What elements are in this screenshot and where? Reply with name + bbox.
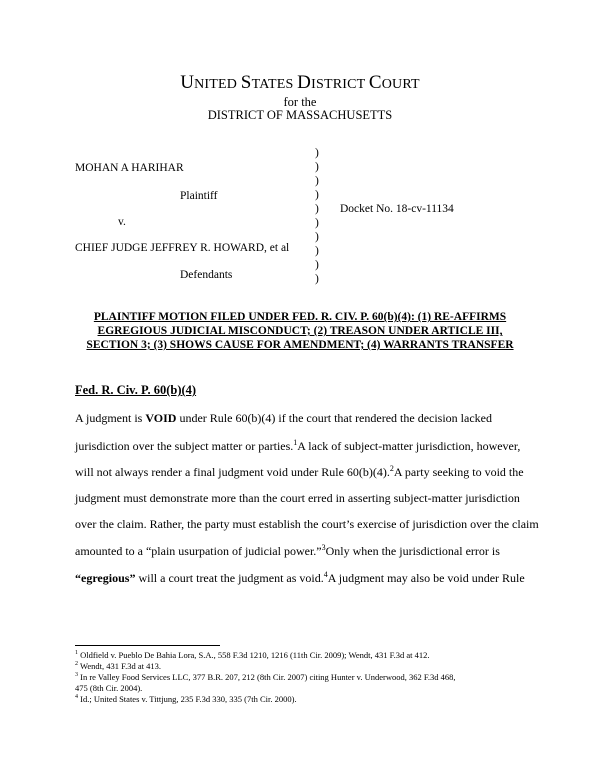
court-title-initial: U — [180, 72, 195, 93]
footnote-text: In re Valley Food Services LLC, 377 B.R. 207, 212 (8th Cir. 2007) citing Hunter v. Underwood, 362 F.3d 468, — [78, 672, 456, 682]
motion-title-line: SECTION 3; (3) SHOWS CAUSE FOR AMENDMENT; (4) WARRANTS TRANSFER — [86, 339, 514, 351]
body-line-6 — [75, 544, 500, 559]
court-title-initial: C — [368, 72, 382, 93]
footnote-3-continued — [75, 683, 142, 693]
paren: ) — [315, 203, 319, 215]
plaintiff-label: Plaintiff — [180, 190, 218, 202]
body-line-5: over the claim. Rather, the party must establish the court’s exercise of jurisdiction over the claim — [75, 517, 539, 531]
footnote-ref: 2 — [389, 464, 394, 473]
footnote-ref: 1 — [293, 438, 298, 447]
paren: ) — [315, 161, 319, 173]
text: A lack of subject-matter jurisdiction, however, — [297, 439, 521, 453]
body-line-7 — [75, 571, 525, 586]
text: A judgment is — [75, 411, 146, 425]
court-title — [0, 72, 600, 96]
for-the-line: for the — [283, 95, 317, 109]
paren: ) — [315, 231, 319, 243]
footnote-number: 2 — [75, 661, 78, 668]
district-line: DISTRICT OF MASSACHUSETTS — [207, 108, 393, 122]
footnote-ref: 3 — [321, 543, 326, 552]
footnote-number: 3 — [75, 672, 78, 679]
court-title-rest: ISTRICT — [311, 77, 369, 92]
motion-title-line: EGREGIOUS JUDICIAL MISCONDUCT; (2) TREASON UNDER ARTICLE III, — [97, 325, 503, 337]
court-title-rest: NITED — [194, 77, 241, 92]
text: will not always render a final judgment void under Rule 60(b)(4). — [75, 465, 390, 479]
footnote-text: 475 (8th Cir. 2004). — [75, 683, 143, 693]
defendant-label: Defendants — [180, 269, 233, 281]
footnote-text: Id.; United States v. Tittjung, 235 F.3d 330, 335 (7th Cir. 2000). — [78, 694, 297, 704]
court-title-rest: OURT — [381, 77, 420, 92]
court-title-initial: S — [240, 72, 252, 93]
versus: v. — [118, 216, 126, 228]
body-line-4: judgment must demonstrate more than the court erred in asserting subject-matter jurisdiction — [75, 491, 520, 505]
paren: ) — [315, 175, 319, 187]
court-title-rest: TATES — [251, 77, 298, 92]
footnote-separator — [75, 645, 220, 646]
body-line-2 — [75, 439, 520, 454]
footnote-number: 4 — [75, 694, 78, 701]
body-line-3 — [75, 465, 524, 480]
text: A party seeking to void the — [393, 465, 524, 479]
text: amounted to a “plain usurpation of judicial power.” — [75, 544, 322, 558]
docket-number: Docket No. 18-cv-11134 — [340, 203, 454, 215]
footnote-1 — [75, 650, 430, 660]
footnote-2 — [75, 661, 161, 671]
footnote-text: Wendt, 431 F.3d at 413. — [78, 661, 162, 671]
text: Only when the jurisdictional error is — [325, 544, 500, 558]
text: jurisdiction over the subject matter or parties. — [75, 439, 294, 453]
motion-title-line: PLAINTIFF MOTION FILED UNDER FED. R. CIV. P. 60(b)(4): (1) RE-AFFIRMS — [93, 311, 507, 323]
plaintiff-name: MOHAN A HARIHAR — [75, 162, 184, 174]
paren: ) — [315, 245, 319, 257]
body-line-1 — [75, 411, 492, 426]
court-title-initial: D — [297, 72, 312, 93]
paren: ) — [315, 217, 319, 229]
defendant-name: CHIEF JUDGE JEFFREY R. HOWARD, et al — [75, 242, 290, 254]
text: A judgment may also be void under Rule — [327, 571, 525, 585]
footnote-text: Oldfield v. Pueblo De Bahia Lora, S.A., 558 F.3d 1210, 1216 (11th Cir. 2009); Wendt, 431 F.3d at 412. — [78, 650, 430, 660]
footnote-3 — [75, 672, 456, 682]
footnote-number: 1 — [75, 650, 78, 657]
text: will a court treat the judgment as void. — [135, 571, 324, 585]
footnote-ref: 4 — [323, 570, 328, 579]
motion-title — [70, 310, 530, 352]
paren: ) — [315, 147, 319, 159]
bold-text: “egregious” — [75, 571, 136, 585]
caption-parentheses — [315, 146, 319, 286]
paren: ) — [315, 273, 319, 285]
paren: ) — [315, 259, 319, 271]
text: under Rule 60(b)(4) if the court that rendered the decision lacked — [176, 411, 492, 425]
paren: ) — [315, 189, 319, 201]
bold-text: VOID — [145, 411, 177, 425]
footnote-4 — [75, 694, 297, 704]
section-heading: Fed. R. Civ. P. 60(b)(4) — [75, 383, 197, 397]
